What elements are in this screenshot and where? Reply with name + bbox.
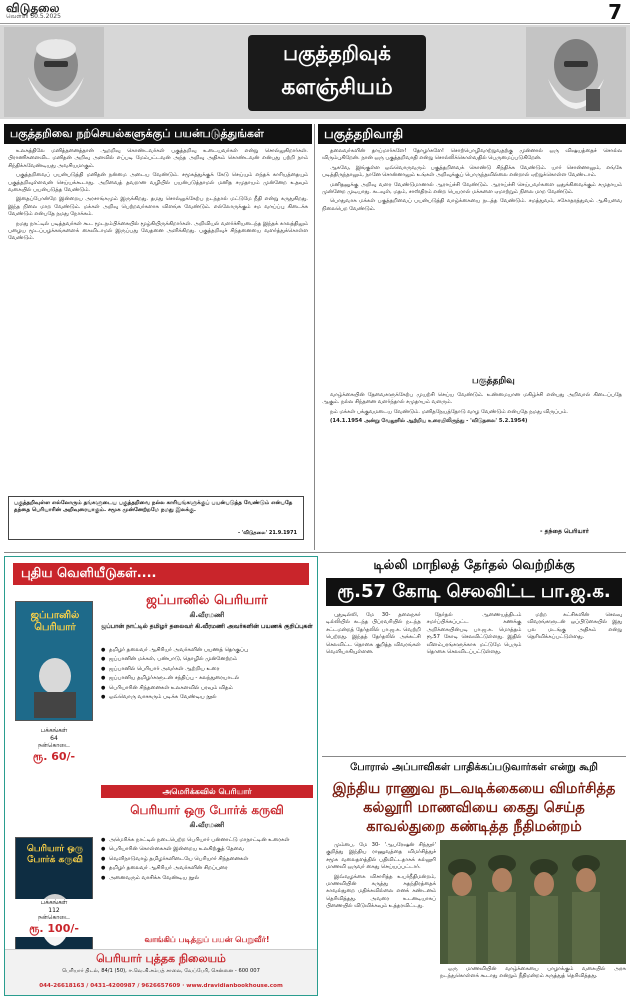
source-note: (14.1.1954 அன்று வேலூரில் ஆற்றிய உரையிலிருந்து - 'விடுதலை' 5.2.1954) <box>330 418 528 425</box>
pages-count: 112 <box>48 907 60 914</box>
bookshop-name: பெரியார் புத்தக நிலையம் <box>96 952 226 965</box>
book-cover-japan[interactable] <box>15 601 93 721</box>
book-advertisement <box>4 556 318 996</box>
list-item: ● தமிழர் தலைவர் ஆசிரியர் அவர்களின் பயணத் தொகுப்பு <box>101 647 313 654</box>
book1-subtitle: ஜப்பான் நாட்டில் தமிழர் தலைவர் கி.வீரமணி அவர்களின் பயணக் குறிப்புகள் <box>101 623 313 630</box>
quote-source: - 'விடுதலை' 21.9.1971 <box>237 529 297 536</box>
paragraph: பொதுவாக மக்கள் பகுத்தறிவைப் பயன்படுத்தி வாழ்க்கையை நடத்த வேண்டும். சமத்துவம், சகோதரத்துவம் ஆகியவை நிலைபெற வேண்டும். <box>322 198 622 212</box>
pages-label: பக்கங்கள் <box>40 899 68 906</box>
college-news-body <box>326 842 436 996</box>
periyar-portrait-left <box>4 27 104 117</box>
paper-name: விடுதலை <box>6 1 60 15</box>
paragraph: தேர்தல் ஆணையத்திடம் சமர்ப்பிக்கப்பட்ட கணக்கு அறிக்கையின்படி பா.ஜ.க. மொத்தம் ரூ.57 கோடி செலவிட்டுள்ளது. இதில் விளம்பரங்களுக்காக மட்டுமே பெரும் தொகை செலவிடப்பட்டுள்ளது. <box>426 612 522 656</box>
right-article-subhead: பகுத்தறிவு <box>472 376 515 386</box>
paragraph: நமது நாட்டில் படித்தவர்கள் கூட மூடநம்பிக்கையில் மூழ்கியிருக்கிறார்கள். அறிவியல் வளர்ச்சியடைந்த இந்தக் காலத்திலும் பழைய மூடப்பழக்கங்களைக் கைவிடாமல் இருப்பது வேதனை அளிக்கிறது. பகுத்தறிவுச் சிந்தனையை வளர்த்துக்கொள்ள வேண்டும். <box>8 220 308 242</box>
soldiers-illustration <box>440 840 626 964</box>
college-news-tail <box>440 966 626 996</box>
news-divider <box>322 756 626 757</box>
book2-title: பெரியார் ஒரு போர்க் கருவி <box>130 803 284 817</box>
list-item: ● பெரியாரின் சிந்தனைகள் உலகளவில் பரவும் விதம் <box>101 685 313 692</box>
paragraph: இவ்வழக்கை விசாரித்த உயர்நீதிமன்றம், மாணவியின் கருத்து சுதந்திரத்தைக் காவல்துறை மதிக்கவில்லை எனக் கண்டனம் தெரிவித்தது. அவரை உடனடியாகப் பிணையில் விடுவிக்கவும் உத்தரவிட்டது. <box>326 873 436 910</box>
book2-author: கி.வீரமணி <box>189 821 225 829</box>
right-article-sub-body <box>322 392 622 510</box>
book-cover-title: ஜப்பானில் பெரியார் <box>30 610 80 633</box>
delhi-news-headline: ரூ.57 கோடி செலவிட்ட பா.ஜ.க. <box>326 578 622 606</box>
paragraph: ஆகவே, இங்குள்ள ஒவ்வொருவரும் பகுத்தறிவைக் கொண்டு சிந்திக்க வேண்டும். யார் சொன்னாலும், எங்கே படித்திருந்தாலும், நானே சொன்னாலும் உங்கள் அறிவுக்குப் பொருந்தவில்லை என்றால் ஏற்றுக்கொள்ள வேண்டாம். <box>322 164 622 179</box>
quote-text: பகுத்தறிவுள்ள எல்லோரும் தங்களுடைய பகுத்தறிவை நல்ல காரியங்களுக்குப் பயன்படுத்த வேண்டும் என்பதே தந்தை பெரியாரின் அறிவுரையாகும். சமூக முன்னேற்றமே நமது இலக்கு. <box>14 500 293 514</box>
price-value: ரூ. 100/- <box>29 922 79 935</box>
list-item: ● தமிழர் தலைவர் ஆசிரியர் அவர்களின் சிறப்புரை <box>101 865 313 872</box>
bookshop-address: பெரியார் திடல், 84/1 (50), ஈ.வெ.கி.சம்பத் சாலை, வேப்பேரி, சென்னை - 600 007 <box>62 968 260 974</box>
paragraph: புதுடில்லி, மே 30- தலைநகர் டில்லியில் கடந்த பிப்ரவரியில் நடந்த சட்டமன்றத் தேர்தலில் பா.ஜ.க. வெற்றி பெற்றது. இந்தத் தேர்தலில் அக்கட்சி செலவிட்ட தொகை குறித்த விவரங்கள் வெளியாகியுள்ளன. <box>326 612 421 656</box>
book2-label: அமெரிக்கவில் பெரியார் <box>101 785 313 798</box>
delhi-news-body <box>326 612 622 752</box>
advert-call-to-action: வாங்கிப் படித்துப் பயன் பெறுவீர்! <box>144 935 270 944</box>
advert-footer <box>5 949 317 995</box>
right-article-headline: பகுத்தறிவாதி <box>318 124 626 144</box>
paragraph: பகுத்தறிவைப் பயன்படுத்தி மனிதன் நன்மை அடைய வேண்டும். சமூகத்துக்குக் கேடு செய்யும் எந்தக் காரியத்தையும் பகுத்தறிவுள்ளவன் செய்யக்கூடாது. அறிவைத் தவறான வழியில் பயன்படுத்தாமல் மனித சமுதாயம் முன்னேற உதவும் வகையில் பயன்படுத்த வேண்டும். <box>8 172 308 194</box>
column-divider <box>314 124 315 550</box>
soldiers-photo <box>440 840 626 964</box>
list-item: ● வெளிநாடுவாழ் தமிழர்களிடையே பெரியார் சிந்தனைகள் <box>101 856 313 863</box>
paragraph: நம் மக்கள் பக்குவமடைய வேண்டும். மனிதநேயத்தோடு வாழ வேண்டும் என்பதே நமது விருப்பம். <box>330 408 568 415</box>
price-label: நன்கொடை <box>38 742 70 749</box>
article-signature: - தந்தை பெரியார் <box>540 528 589 535</box>
section-banner <box>0 25 630 119</box>
left-article-body <box>8 148 308 492</box>
book-cover-title: பெரியார் ஒரு போர்க் கருவி <box>26 844 84 865</box>
bookshop-contact: 044-26618163 / 0431-4200987 / 9626657609 · www.dravidianbookhouse.com <box>39 983 283 989</box>
paragraph: மும்பை, மே 30- 'ஆபரேஷன் சிந்தூர்' குறித்து இந்திய ராணுவத்தை விமர்சித்துச் சமூக வலைதளத்தில் பதிவிட்டதாகக் கல்லூரி மாணவி ஒருவர் கைது செய்யப்பட்டார். <box>326 842 436 871</box>
page-number: 7 <box>608 0 622 24</box>
book-cover-war-tool[interactable] <box>15 837 93 957</box>
price-box-1 <box>15 727 93 765</box>
paper-date: வெள்ளி 30.5.2025 <box>6 13 61 20</box>
price-box-2 <box>15 899 93 937</box>
list-item: ● அனைவரும் வாசிக்க வேண்டிய நூல் <box>101 875 313 882</box>
periyar-portrait-right <box>526 27 626 117</box>
list-item: ● ஒவ்வொரு வாசகரும் படிக்க வேண்டிய நூல் <box>101 694 313 701</box>
section-divider <box>4 552 626 553</box>
delhi-news-kicker: டில்லி மாநிலத் தேர்தல் வெற்றிக்கு <box>373 558 575 573</box>
banner-title-line1: பகுத்தறிவுக் <box>283 41 391 65</box>
college-news-headline: இந்திய ராணுவ நடவடிக்கையை விமர்சித்த கல்லூரி மாணவியை கைது செய்த காவல்துறை கண்டித்த நீதிமன்றம் <box>332 781 616 835</box>
paragraph: மற்ற கட்சிகளின் செலவு விவரங்களுடன் ஒப்பிடுகையில் இது பல மடங்கு அதிகம் என்று தெரிவிக்கப்பட்டுள்ளது. <box>527 612 622 641</box>
paragraph: வாழ்க்கையின் தேவைகளுக்கேற்ப முயற்சி செய்ய வேண்டும். உண்மையான மகிழ்ச்சி என்பது அறிவால் கிடைப்பதே ஆகும். நல்ல சிந்தனை வளர்ந்தால் சமுதாயம் வளரும். <box>322 392 622 406</box>
list-item: ● ஜப்பானிய தமிழர்களுடன் சந்திப்பு - கலந்துரையாடல் <box>101 675 313 682</box>
paragraph: ஒரு மாணவியின் வாழ்க்கையை பாழாக்கும் வகையில் அரசு நடந்துகொள்ளக் கூடாது என்றும் நீதிமன்றம் கருத்துத் தெரிவித்தது. <box>440 966 626 980</box>
banner-title-box <box>248 35 426 111</box>
paragraph: உலகத்திலே மனித்தனைத்தான் ஆறறிவு கொண்டவர்கள் பகுத்தறிவு உடையவர்கள் என்று சொல்லுகிறார்கள். பிராணிகளைவிட மனிதன் அறிவு அளவில் எப்படி மேம்பட்டவன் அந்த அறிவு அதிகம் கொண்டவன் என்பது பற்றி நாம் சிந்திக்கவேண்டியது அவசியமாகும். <box>8 148 308 169</box>
pages-count: 64 <box>50 735 58 742</box>
college-news-kicker: போரால் அப்பாவிகள் பாதிக்கப்படுவார்கள் என்று கூறி <box>350 762 598 773</box>
list-item: ● அமெரிக்க நாட்டில் நடைபெற்ற பெரியார் பன்னாட்டு மாநாட்டின் உரைகள் <box>101 837 313 844</box>
pages-label: பக்கங்கள் <box>40 727 68 734</box>
list-item: ● ஜப்பானில் பெரியார் அவர்கள் ஆற்றிய உரை <box>101 666 313 673</box>
paragraph: மனிதனுக்கு அறிவு வளர வேண்டுமானால் ஆராய்ச்சி வேண்டும். ஆராய்ச்சி செய்பவர்களை ஒதுக்கிவைக்கும் சமுதாயம் முன்னேற முடியாது. கடவுள், மதம், சாஸ்திரம் என்ற பெயரால் மக்களை ஏமாற்றும் நிலை மாற வேண்டும். <box>322 181 622 196</box>
quote-box <box>8 496 304 540</box>
book1-title: ஜப்பானில் பெரியார் <box>146 593 268 608</box>
banner-title-line2: களஞ்சியம் <box>281 75 393 100</box>
cover-portrait-icon <box>16 648 94 718</box>
book1-points <box>101 647 313 703</box>
paragraph: தலைவர்களின் தாய்மார்களே! தோழர்களே! சொற்பொழிவாற்றுவதற்கு முன்னால் ஒரு விஷயத்தைச் சொல்ல விரும்புகிறேன். நான் ஒரு பகுத்தறிவாதி என்று சொல்லிக்கொள்வதில் பெருமைப்படுகிறேன். <box>322 148 622 162</box>
list-item: ● ஜப்பானின் மக்கள், பண்பாடு, தொழில் முன்னேற்றம் <box>101 656 313 663</box>
book2-points <box>101 837 313 884</box>
list-item: ● பெரியாரின் கொள்கைகள் இன்றைய உலகிற்குத் தேவை <box>101 846 313 853</box>
price-label: நன்கொடை <box>38 914 70 921</box>
book1-author: கி.வீரமணி <box>189 611 225 619</box>
advert-header: புதிய வெளியீடுகள்.... <box>13 563 309 585</box>
left-article-headline: பகுத்தறிவை நற்செயல்களுக்குப் பயன்படுத்துங்கள் <box>4 124 312 144</box>
price-value: ரூ. 60/- <box>32 750 76 763</box>
paragraph: இதைப்போன்றே இன்றைய அரசாங்கமும் இருக்கிறது. தமது சொல்லுக்கேற்ப நடந்தால் மட்டுமே நீதி என்று கருதுகிறது. இந்த நிலை மாற வேண்டும். மக்கள் அறிவு பெற்றவர்களாக விளங்க வேண்டும். எல்லோருக்கும் சம வாய்ப்பு கிடைக்க வேண்டும் என்பதே நமது நோக்கம். <box>8 196 308 218</box>
masthead <box>0 0 630 24</box>
right-article-body <box>322 148 622 370</box>
